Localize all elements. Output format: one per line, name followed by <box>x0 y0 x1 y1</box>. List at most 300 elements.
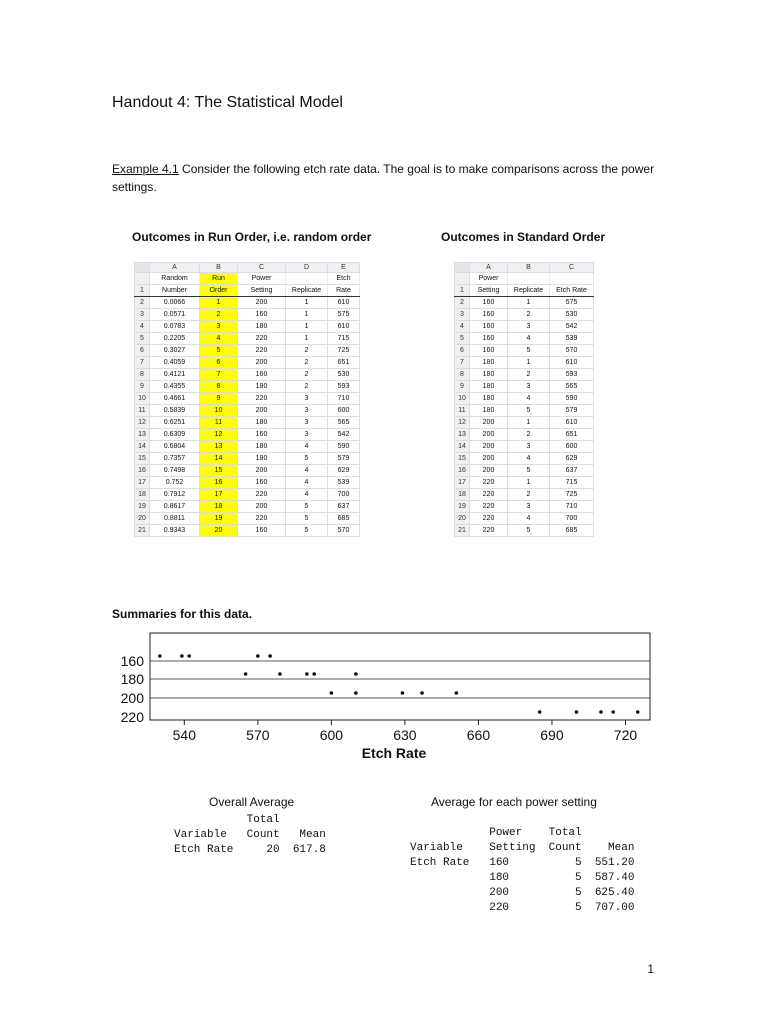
table-row <box>455 429 594 441</box>
table-cell: 4 <box>508 453 550 465</box>
table-cell: 530 <box>550 309 594 321</box>
table-cell: 5 <box>286 501 328 513</box>
x-axis-label: Etch Rate <box>361 745 427 761</box>
table-cell: 5 <box>508 525 550 537</box>
data-point <box>599 710 603 714</box>
data-point <box>455 691 459 695</box>
row-number: 20 <box>455 513 470 525</box>
table-cell: 5 <box>508 405 550 417</box>
table-cell: 593 <box>550 369 594 381</box>
y-tick-label: 220 <box>120 709 144 725</box>
row-number: 14 <box>135 441 150 453</box>
table-cell: 15 <box>200 465 238 477</box>
row-number: 5 <box>135 333 150 345</box>
table-cell: 610 <box>328 321 360 333</box>
table-row <box>455 369 594 381</box>
table-cell: 1 <box>508 357 550 369</box>
column-letter: A <box>150 263 200 273</box>
table-row <box>455 513 594 525</box>
table-cell: 725 <box>328 345 360 357</box>
table-cell: 2 <box>508 429 550 441</box>
table-cell: 3 <box>286 405 328 417</box>
table-cell: 6 <box>200 357 238 369</box>
table-cell: 593 <box>328 381 360 393</box>
table-cell: 2 <box>508 369 550 381</box>
row-number: 9 <box>135 381 150 393</box>
table-cell: 11 <box>200 417 238 429</box>
table-cell: 180 <box>238 441 286 453</box>
table-cell: 9 <box>200 393 238 405</box>
table-cell: 629 <box>328 465 360 477</box>
etch-rate-dotplot <box>104 628 656 764</box>
row-number: 21 <box>455 525 470 537</box>
table-cell: 220 <box>238 489 286 501</box>
intro-text: Consider the following etch rate data. The goal is to make comparisons across the power settings. <box>112 162 655 194</box>
data-point <box>278 672 282 676</box>
table-cell: 4 <box>508 513 550 525</box>
table-cell: 5 <box>286 513 328 525</box>
column-letter: D <box>286 263 328 273</box>
row-number: 8 <box>455 369 470 381</box>
column-header <box>550 273 594 285</box>
table-cell: 180 <box>470 393 508 405</box>
row-number <box>455 273 470 285</box>
table-cell: 0.8617 <box>150 501 200 513</box>
row-number: 1 <box>455 285 470 297</box>
table-cell: 542 <box>550 321 594 333</box>
table-cell: 2 <box>508 489 550 501</box>
column-letter-row <box>455 263 594 273</box>
column-letter: C <box>550 263 594 273</box>
table-cell: 160 <box>238 369 286 381</box>
row-number: 15 <box>135 453 150 465</box>
corner-cell <box>455 263 470 273</box>
table-cell: 1 <box>286 297 328 309</box>
table-cell: 18 <box>200 501 238 513</box>
table-cell: 0.752 <box>150 477 200 489</box>
table-row <box>135 297 360 309</box>
example-label: Example 4.1 <box>112 162 179 176</box>
standard-order-table <box>454 262 594 537</box>
table-cell: 0.0783 <box>150 321 200 333</box>
row-number: 8 <box>135 369 150 381</box>
table-cell: 0.0066 <box>150 297 200 309</box>
table-cell: 160 <box>470 309 508 321</box>
table-cell: 13 <box>200 441 238 453</box>
row-number: 7 <box>135 357 150 369</box>
column-header: Etch <box>328 273 360 285</box>
table-cell: 575 <box>550 297 594 309</box>
table-row <box>135 489 360 501</box>
row-number: 21 <box>135 525 150 537</box>
table-row <box>135 405 360 417</box>
table-row <box>455 381 594 393</box>
data-point <box>187 654 191 658</box>
row-number: 13 <box>455 429 470 441</box>
table-row <box>455 453 594 465</box>
table-cell: 610 <box>550 357 594 369</box>
table-cell: 5 <box>286 525 328 537</box>
table-row <box>135 465 360 477</box>
table-cell: 600 <box>328 405 360 417</box>
page-number: 1 <box>647 962 654 976</box>
table-cell: 575 <box>328 309 360 321</box>
x-tick-label: 600 <box>319 727 344 743</box>
table-cell: 715 <box>550 477 594 489</box>
table-cell: 685 <box>550 525 594 537</box>
row-number: 4 <box>135 321 150 333</box>
table-cell: 710 <box>550 501 594 513</box>
table-cell: 600 <box>550 441 594 453</box>
y-tick-label: 180 <box>120 671 144 687</box>
table-cell: 590 <box>328 441 360 453</box>
row-number: 16 <box>135 465 150 477</box>
table-cell: 539 <box>550 333 594 345</box>
data-point <box>158 654 162 658</box>
table-cell: 220 <box>470 513 508 525</box>
table-row <box>455 501 594 513</box>
run-order-table <box>134 262 360 537</box>
x-tick-label: 660 <box>466 727 491 743</box>
data-point <box>268 654 272 658</box>
column-header: Power <box>470 273 508 285</box>
table-cell: 570 <box>550 345 594 357</box>
data-point <box>330 691 334 695</box>
table-row <box>455 321 594 333</box>
table-cell: 0.3027 <box>150 345 200 357</box>
table-cell: 200 <box>470 417 508 429</box>
table-cell: 1 <box>508 417 550 429</box>
data-point <box>538 710 542 714</box>
row-number: 16 <box>455 465 470 477</box>
column-header: Order <box>200 285 238 297</box>
table-cell: 160 <box>470 333 508 345</box>
table-row <box>455 417 594 429</box>
data-point <box>636 710 640 714</box>
table-cell: 2 <box>200 309 238 321</box>
table-cell: 220 <box>238 513 286 525</box>
column-header: Power <box>238 273 286 285</box>
data-point <box>354 672 358 676</box>
table-cell: 539 <box>328 477 360 489</box>
output-line: Power Total <box>410 827 582 839</box>
table-cell: 8 <box>200 381 238 393</box>
row-number: 17 <box>135 477 150 489</box>
row-number: 11 <box>455 405 470 417</box>
table-cell: 160 <box>470 297 508 309</box>
table-cell: 610 <box>550 417 594 429</box>
table-cell: 220 <box>470 501 508 513</box>
table-cell: 3 <box>508 321 550 333</box>
table-row <box>135 381 360 393</box>
table-cell: 530 <box>328 369 360 381</box>
table-cell: 4 <box>286 465 328 477</box>
row-number: 3 <box>455 309 470 321</box>
table-row <box>135 513 360 525</box>
column-header: Run <box>200 273 238 285</box>
table-cell: 0.6804 <box>150 441 200 453</box>
data-point <box>354 691 358 695</box>
column-header: Number <box>150 285 200 297</box>
table-row <box>135 453 360 465</box>
row-number: 7 <box>455 357 470 369</box>
output-line: 200 5 625.40 <box>410 887 635 899</box>
table-cell: 160 <box>238 525 286 537</box>
x-tick-label: 570 <box>246 727 270 743</box>
table-cell: 180 <box>470 405 508 417</box>
table-cell: 1 <box>286 321 328 333</box>
table-cell: 0.9343 <box>150 525 200 537</box>
table-cell: 220 <box>238 393 286 405</box>
table-cell: 14 <box>200 453 238 465</box>
row-number: 1 <box>135 285 150 297</box>
table-row <box>135 393 360 405</box>
table-cell: 7 <box>200 369 238 381</box>
row-number: 12 <box>135 417 150 429</box>
row-number: 12 <box>455 417 470 429</box>
table-cell: 4 <box>508 333 550 345</box>
table-row <box>135 429 360 441</box>
table-row <box>135 321 360 333</box>
y-tick-label: 160 <box>120 653 144 669</box>
data-point <box>180 654 184 658</box>
table-cell: 4 <box>286 489 328 501</box>
row-number <box>135 273 150 285</box>
table-cell: 220 <box>470 477 508 489</box>
output-line: Etch Rate 20 617.8 <box>174 844 326 856</box>
table-cell: 1 <box>200 297 238 309</box>
row-number: 20 <box>135 513 150 525</box>
column-header: Setting <box>470 285 508 297</box>
table-cell: 637 <box>328 501 360 513</box>
row-number: 10 <box>455 393 470 405</box>
row-number: 13 <box>135 429 150 441</box>
standard-order-heading: Outcomes in Standard Order <box>441 230 606 244</box>
table-cell: 200 <box>470 441 508 453</box>
table-cell: 220 <box>470 525 508 537</box>
table-cell: 200 <box>238 405 286 417</box>
x-tick-label: 630 <box>393 727 417 743</box>
table-cell: 725 <box>550 489 594 501</box>
table-cell: 10 <box>200 405 238 417</box>
table-cell: 0.7498 <box>150 465 200 477</box>
column-header: Setting <box>238 285 286 297</box>
table-cell: 3 <box>200 321 238 333</box>
table-cell: 590 <box>550 393 594 405</box>
table-row <box>135 525 360 537</box>
table-cell: 565 <box>550 381 594 393</box>
table-cell: 2 <box>286 369 328 381</box>
overall-average-output <box>174 813 326 858</box>
row-number: 19 <box>455 501 470 513</box>
column-header: Replicate <box>286 285 328 297</box>
table-cell: 20 <box>200 525 238 537</box>
column-header: Replicate <box>508 285 550 297</box>
data-point <box>256 654 260 658</box>
row-number: 19 <box>135 501 150 513</box>
table-row <box>455 489 594 501</box>
table-cell: 0.7357 <box>150 453 200 465</box>
table-cell: 200 <box>238 357 286 369</box>
table-cell: 0.8811 <box>150 513 200 525</box>
row-number: 2 <box>135 297 150 309</box>
data-point <box>611 710 615 714</box>
table-row <box>135 309 360 321</box>
row-number: 10 <box>135 393 150 405</box>
output-line: Variable Setting Count Mean <box>410 842 635 854</box>
table-cell: 629 <box>550 453 594 465</box>
table-row <box>455 393 594 405</box>
table-row <box>455 441 594 453</box>
row-number: 18 <box>455 489 470 501</box>
table-cell: 700 <box>550 513 594 525</box>
table-cell: 160 <box>470 345 508 357</box>
header-row <box>455 273 594 285</box>
x-tick-label: 690 <box>540 727 564 743</box>
row-number: 2 <box>455 297 470 309</box>
table-cell: 0.6309 <box>150 429 200 441</box>
table-cell: 710 <box>328 393 360 405</box>
overall-average-heading: Overall Average <box>209 795 295 809</box>
table-cell: 651 <box>550 429 594 441</box>
table-cell: 0.4355 <box>150 381 200 393</box>
table-cell: 542 <box>328 429 360 441</box>
table-cell: 570 <box>328 525 360 537</box>
row-number: 5 <box>455 333 470 345</box>
table-cell: 12 <box>200 429 238 441</box>
power-average-output <box>410 826 634 916</box>
intro-paragraph <box>112 160 672 196</box>
column-header <box>508 273 550 285</box>
output-line: Etch Rate 160 5 551.20 <box>410 857 635 869</box>
table-row <box>455 297 594 309</box>
column-letter: E <box>328 263 360 273</box>
table-cell: 4 <box>508 393 550 405</box>
table-row <box>135 369 360 381</box>
row-number: 6 <box>455 345 470 357</box>
table-cell: 200 <box>238 501 286 513</box>
table-row <box>455 405 594 417</box>
table-cell: 2 <box>286 357 328 369</box>
data-point <box>244 672 248 676</box>
table-cell: 0.0571 <box>150 309 200 321</box>
page-title: Handout 4: The Statistical Model <box>112 94 343 111</box>
table-cell: 2 <box>508 309 550 321</box>
table-cell: 2 <box>286 345 328 357</box>
table-cell: 180 <box>238 453 286 465</box>
corner-cell <box>135 263 150 273</box>
column-header: Random <box>150 273 200 285</box>
table-cell: 5 <box>286 453 328 465</box>
table-cell: 651 <box>328 357 360 369</box>
table-cell: 180 <box>470 381 508 393</box>
column-header: Rate <box>328 285 360 297</box>
table-cell: 3 <box>286 393 328 405</box>
table-row <box>135 417 360 429</box>
table-cell: 610 <box>328 297 360 309</box>
table-cell: 0.4059 <box>150 357 200 369</box>
table-cell: 2 <box>286 381 328 393</box>
table-cell: 180 <box>238 381 286 393</box>
column-letter: B <box>508 263 550 273</box>
table-cell: 160 <box>238 429 286 441</box>
table-row <box>455 333 594 345</box>
table-cell: 579 <box>550 405 594 417</box>
table-cell: 5 <box>200 345 238 357</box>
data-point <box>312 672 316 676</box>
x-tick-label: 540 <box>172 727 196 743</box>
table-cell: 0.6251 <box>150 417 200 429</box>
header-row <box>455 285 594 297</box>
table-cell: 579 <box>328 453 360 465</box>
table-cell: 180 <box>238 417 286 429</box>
table-cell: 5 <box>508 345 550 357</box>
data-point <box>305 672 309 676</box>
table-cell: 4 <box>286 477 328 489</box>
table-row <box>455 345 594 357</box>
output-line: Variable Count Mean <box>174 829 326 841</box>
header-row <box>135 285 360 297</box>
output-line: 220 5 707.00 <box>410 902 635 914</box>
table-cell: 4 <box>200 333 238 345</box>
column-letter-row <box>135 263 360 273</box>
table-row <box>455 525 594 537</box>
column-header <box>286 273 328 285</box>
summaries-heading: Summaries for this data. <box>112 607 253 621</box>
table-cell: 200 <box>470 429 508 441</box>
output-line: 180 5 587.40 <box>410 872 635 884</box>
table-cell: 0.4661 <box>150 393 200 405</box>
table-cell: 160 <box>238 309 286 321</box>
table-cell: 220 <box>238 333 286 345</box>
row-number: 17 <box>455 477 470 489</box>
row-number: 15 <box>455 453 470 465</box>
run-order-heading: Outcomes in Run Order, i.e. random order <box>132 230 372 244</box>
row-number: 6 <box>135 345 150 357</box>
table-cell: 637 <box>550 465 594 477</box>
table-cell: 3 <box>508 381 550 393</box>
table-cell: 17 <box>200 489 238 501</box>
table-cell: 0.2205 <box>150 333 200 345</box>
table-cell: 220 <box>470 489 508 501</box>
table-cell: 3 <box>508 501 550 513</box>
table-row <box>455 465 594 477</box>
table-cell: 565 <box>328 417 360 429</box>
column-letter: B <box>200 263 238 273</box>
table-cell: 1 <box>286 333 328 345</box>
data-point <box>401 691 405 695</box>
table-cell: 200 <box>238 297 286 309</box>
table-row <box>135 345 360 357</box>
table-cell: 0.5839 <box>150 405 200 417</box>
row-number: 3 <box>135 309 150 321</box>
table-cell: 1 <box>508 477 550 489</box>
table-cell: 180 <box>238 321 286 333</box>
table-cell: 685 <box>328 513 360 525</box>
table-cell: 0.4121 <box>150 369 200 381</box>
table-cell: 180 <box>470 369 508 381</box>
output-line: Total <box>174 814 280 826</box>
table-cell: 160 <box>238 477 286 489</box>
x-tick-label: 720 <box>613 727 638 743</box>
row-number: 4 <box>455 321 470 333</box>
table-cell: 3 <box>286 429 328 441</box>
table-cell: 4 <box>286 441 328 453</box>
y-tick-label: 200 <box>120 690 144 706</box>
table-row <box>455 357 594 369</box>
table-cell: 200 <box>238 465 286 477</box>
table-cell: 3 <box>508 441 550 453</box>
